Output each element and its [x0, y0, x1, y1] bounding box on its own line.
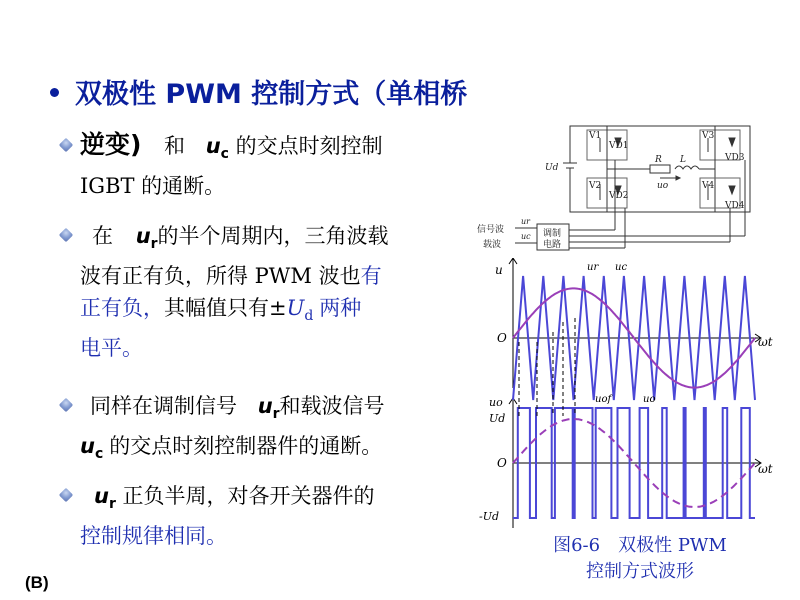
figure-caption [535, 533, 745, 585]
para1-subscript: c [220, 146, 229, 162]
paragraph-4 [60, 480, 375, 552]
para2-subscript: r [150, 236, 158, 252]
paragraph-1 [60, 130, 383, 202]
para2-line2-blue: 有 [360, 264, 382, 288]
bottom-origin-label: O [497, 456, 507, 470]
vd2-label: VD2 [609, 191, 629, 201]
top-y-label: u [495, 263, 503, 277]
slide-title [50, 72, 467, 111]
uc-circuit-label: uc [521, 232, 531, 241]
pwm-waveform-figure [475, 258, 785, 530]
v1-label: V1 [589, 131, 602, 141]
slide-title-text: 双极性 PWM 控制方式（单相桥 [75, 79, 468, 110]
v2-label: V2 [589, 181, 602, 191]
bullet-icon [59, 488, 73, 502]
top-origin-label: O [497, 331, 507, 345]
l-label: L [680, 155, 686, 165]
inverter-circuit-diagram [475, 118, 775, 258]
bullet-icon [59, 138, 73, 152]
para1-symbol: u [205, 134, 221, 158]
carrier-wave-label: 载波 [483, 240, 502, 250]
signal-wave-label: 信号波 [477, 225, 505, 235]
uo-circuit-label: uo [657, 181, 669, 191]
para3-subscript2: c [94, 446, 104, 462]
bottom-ud-pos-label: Ud [489, 412, 506, 425]
title-continuation-text: 逆变) [80, 130, 142, 159]
para2-ud-symbol: U [286, 296, 305, 320]
para3-mid: 和载波信号 [279, 394, 385, 418]
figure-caption-line1: 图6-6 双极性 PWM [553, 535, 727, 556]
para2-line3-blue: 正有负， [80, 296, 164, 320]
para2-ud-subscript: d [304, 308, 314, 324]
bottom-ud-neg-label: -Ud [479, 510, 500, 523]
top-ur-label: ur [587, 262, 599, 273]
figure-caption-line2: 控制方式波形 [586, 561, 694, 582]
ur-circuit-label: ur [521, 217, 530, 226]
para4-text: 正负半周，对各开关器件的 [122, 484, 375, 508]
para3-subscript: r [272, 406, 280, 422]
para2-line4: 电平。 [80, 336, 143, 360]
para2-line3: 其幅值只有± [164, 296, 287, 320]
mod-circuit-label-2: 电路 [543, 240, 562, 250]
para2-line3-end: 两种 [319, 296, 362, 320]
para1-prefix: 和 [164, 134, 185, 158]
v4-label: V4 [702, 181, 715, 191]
para2-line2: 波有正有负，所得 PWM 波也 [80, 264, 361, 288]
bottom-x-label: ωt [758, 462, 773, 476]
para4-symbol: u [94, 484, 109, 508]
bullet-icon [59, 228, 73, 242]
corner-tag: (B) [25, 573, 49, 592]
para2-symbol: u [135, 224, 151, 248]
v3-label: V3 [702, 131, 715, 141]
ud-circuit-label: Ud [545, 163, 559, 173]
para3-text: 的交点时刻控制器件的通断。 [109, 434, 383, 458]
para3-pre: 同样在调制信号 [90, 394, 237, 418]
vd4-label: VD4 [725, 201, 745, 211]
vd1-label: VD1 [609, 141, 629, 151]
r-label: R [655, 155, 662, 165]
top-x-label: ωt [758, 335, 773, 349]
paragraph-2 [60, 220, 389, 364]
mod-circuit-label-1: 调制 [543, 229, 562, 239]
paragraph-3 [60, 390, 385, 470]
bottom-uo-label: uo [643, 394, 656, 405]
para4-line2: 控制规律相同。 [80, 524, 227, 548]
para1-text: 的交点时刻控制 [235, 134, 383, 158]
top-uc-label: uc [615, 262, 628, 273]
para3-symbol: u [257, 394, 273, 418]
bottom-y-label: uo [489, 396, 503, 409]
para1-line2: IGBT 的通断。 [80, 174, 226, 198]
vd3-label: VD3 [725, 153, 745, 163]
bullet-icon [59, 398, 73, 412]
para4-subscript: r [108, 496, 116, 512]
para3-symbol2: u [80, 434, 95, 458]
bottom-uof-label: uof [595, 394, 612, 405]
para2-pre: 在 [92, 224, 113, 248]
bullet-dot-icon [50, 88, 59, 97]
para2-text: 的半个周期内，三角波载 [157, 224, 389, 248]
